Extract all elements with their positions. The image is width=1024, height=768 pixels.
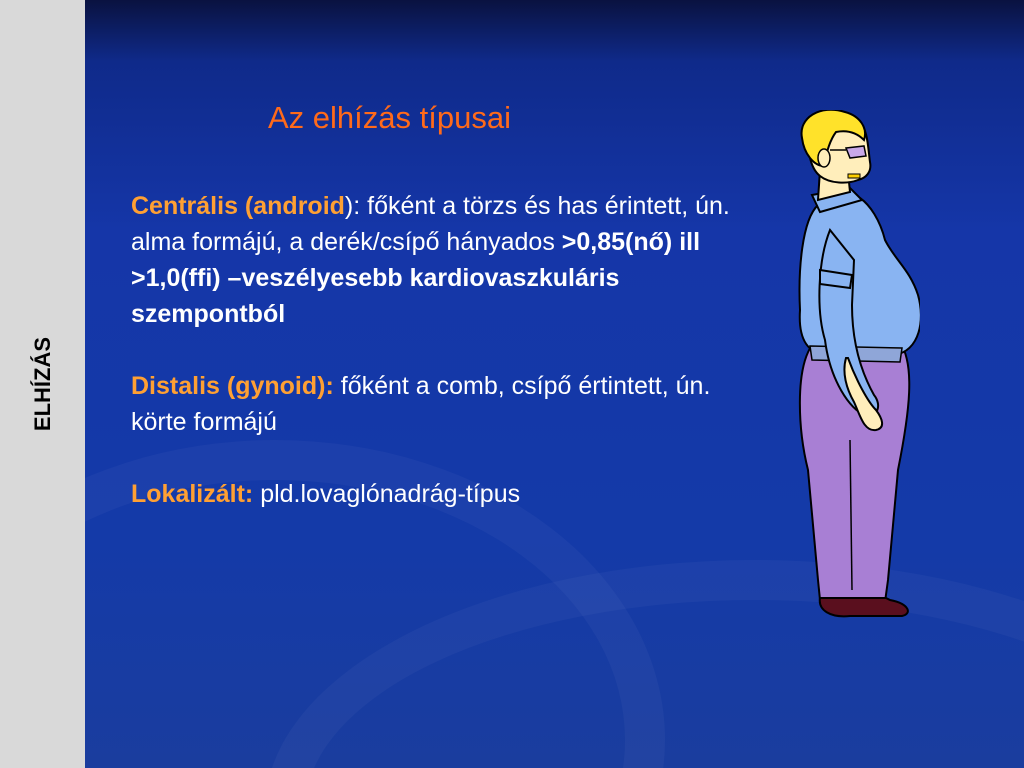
central-type-paragraph [131,188,741,332]
distal-type-term: Distalis (gynoid): [131,372,334,400]
central-type-description: ): főként a törzs és has érintett, ún. alma formájú, a derék/csípő hányados [131,192,730,256]
slide-body [131,188,741,548]
central-type-emphasis: >0,85(nő) ill >1,0(ffi) –veszélyesebb kardiovaszkuláris szempontból [131,228,701,328]
slide-title: Az elhízás típusai [268,100,511,135]
localized-type-paragraph [131,476,741,512]
localized-type-description: pld.lovaglónadrág-típus [253,480,521,508]
distal-type-description: főként a comb, csípő értintett, ún. körte formájú [131,372,711,436]
side-bar [0,0,85,768]
central-type-term: Centrális (android [131,192,345,220]
localized-type-term: Lokalizált: [131,480,254,508]
obese-man-side-view-icon [790,110,920,630]
distal-type-paragraph [131,368,741,440]
section-label: ELHÍZÁS [30,336,55,432]
